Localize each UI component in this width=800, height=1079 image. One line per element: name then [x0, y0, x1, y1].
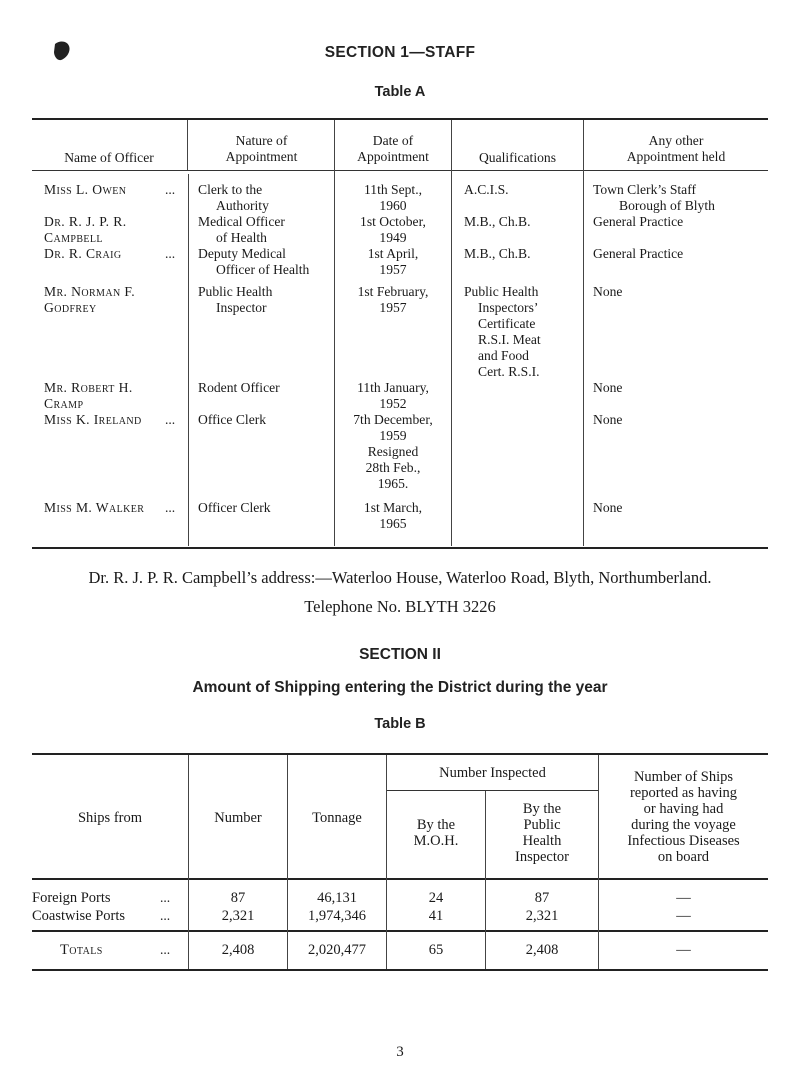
header-number-inspected: Number Inspected [439, 765, 546, 781]
officer-date: 1st April, 1957 [367, 246, 419, 277]
tonnage-coastwise: 1,974,346 [308, 908, 366, 924]
officer-name: Mr. Robert H. Cramp [44, 380, 133, 411]
officer-qualifications: M.B., Ch.B. [464, 246, 531, 261]
officer-appointment: Public Health Inspector [198, 284, 273, 315]
table-a-header-rule [32, 170, 768, 171]
table-b-title: Table B [374, 716, 426, 732]
totals-number: 2,408 [221, 942, 255, 958]
officer-other-appointment: None [593, 500, 623, 515]
header-ships-from: Ships from [77, 810, 143, 826]
officer-appointment: Rodent Officer [198, 380, 280, 395]
officer-date: 11th January, 1952 [357, 380, 429, 411]
table-a-top-rule [32, 118, 768, 120]
totals-tonnage: 2,020,477 [308, 942, 366, 958]
number-coastwise: 2,321 [221, 908, 255, 924]
header-nature-of-appointment: Nature of Appointment [225, 133, 298, 164]
officer-other-appointment: None [593, 412, 623, 427]
officer-other-appointment: None [593, 284, 623, 299]
totals-infectious: — [676, 942, 691, 958]
officer-date: 7th December, 1959 Resigned 28th Feb., 1965. [353, 412, 433, 491]
officer-other-appointment: General Practice [593, 246, 684, 261]
table-b-header-rule [32, 878, 768, 880]
table-b-col-divider [386, 755, 387, 969]
officer-date: 1st March, 1965 [363, 500, 423, 531]
infectious-coastwise: — [676, 908, 691, 924]
leader-dots: ... [165, 500, 176, 515]
header-name-of-officer: Name of Officer [64, 150, 154, 165]
leader-dots: ... [165, 412, 176, 427]
officer-appointment: Medical Officer of Health [198, 214, 285, 245]
header-infectious: Number of Ships reported as having or having had during the voyage Infectious Diseases on board [627, 769, 740, 865]
header-by-moh: By the M.O.H. [413, 817, 459, 849]
ships-from-coastwise: Coastwise Ports [32, 908, 126, 924]
header-number: Number [214, 810, 262, 826]
officer-appointment: Clerk to the Authority [198, 182, 269, 213]
infectious-foreign: — [676, 890, 691, 906]
table-a-col-divider [188, 174, 189, 546]
officer-other-appointment: Town Clerk’s Staff Borough of Blyth [593, 182, 715, 213]
officer-qualifications: A.C.I.S. [464, 182, 509, 197]
leader-dots: ... [160, 890, 171, 905]
table-a-bottom-rule [32, 547, 768, 549]
officer-name: Miss L. Owen [44, 182, 127, 197]
leader-dots: ... [160, 908, 171, 923]
address-note: Dr. R. J. P. R. Campbell’s address:—Waterloo House, Waterloo Road, Blyth, Northumberland. [88, 568, 712, 587]
tonnage-foreign: 46,131 [317, 890, 357, 906]
moh-coastwise: 41 [428, 908, 444, 924]
totals-label: Totals [60, 942, 103, 958]
officer-appointment: Officer Clerk [198, 500, 271, 515]
header-other-appointment: Any other Appointment held [626, 133, 726, 164]
officer-qualifications: M.B., Ch.B. [464, 214, 531, 229]
officer-name: Miss M. Walker [44, 500, 145, 515]
section-2-title: SECTION II [359, 646, 441, 663]
header-qualifications: Qualifications [478, 150, 556, 165]
table-b-inspected-rule [386, 790, 598, 791]
table-a-col-divider [583, 120, 584, 546]
header-tonnage: Tonnage [312, 810, 362, 826]
section-2-subtitle: Amount of Shipping entering the District during the year [192, 679, 608, 696]
table-a-title: Table A [374, 84, 426, 100]
officer-date: 1st February, 1957 [357, 284, 429, 315]
officer-name: Mr. Norman F. Godfrey [44, 284, 136, 315]
number-foreign: 87 [230, 890, 246, 906]
page-number: 3 [396, 1044, 404, 1060]
officer-qualifications: Public Health Inspectors’ Certificate R.S.I. Meat and Food Cert. R.S.I. [464, 284, 541, 379]
table-b-bottom-rule [32, 969, 768, 971]
ships-from-foreign: Foreign Ports [32, 890, 111, 906]
phi-foreign: 87 [534, 890, 550, 906]
section-1-title: SECTION 1—STAFF [324, 44, 476, 61]
table-b-col-divider [287, 755, 288, 969]
phi-coastwise: 2,321 [525, 908, 559, 924]
officer-name: Dr. R. J. P. R. Campbell [44, 214, 127, 245]
leader-dots: ... [165, 182, 176, 197]
telephone-note: Telephone No. BLYTH 3226 [304, 597, 496, 616]
leader-dots: ... [160, 942, 171, 957]
officer-other-appointment: General Practice [593, 214, 684, 229]
totals-phi: 2,408 [525, 942, 559, 958]
officer-appointment: Deputy Medical Officer of Health [198, 246, 310, 277]
officer-other-appointment: None [593, 380, 623, 395]
officer-name: Dr. R. Craig [44, 246, 122, 261]
table-b-col-divider [188, 755, 189, 969]
header-by-phi: By the Public Health Inspector [515, 801, 569, 865]
officer-date: 11th Sept., 1960 [363, 182, 423, 213]
table-b-totals-rule [32, 930, 768, 932]
totals-moh: 65 [428, 942, 444, 958]
officer-appointment: Office Clerk [198, 412, 267, 427]
moh-foreign: 24 [428, 890, 444, 906]
table-b-top-rule [32, 753, 768, 755]
table-a-col-divider [187, 120, 188, 170]
leader-dots: ... [165, 246, 176, 261]
officer-name: Miss K. Ireland [44, 412, 142, 427]
table-a-col-divider [451, 120, 452, 546]
officer-date: 1st October, 1949 [360, 214, 426, 245]
header-date-of-appointment: Date of Appointment [357, 133, 429, 164]
